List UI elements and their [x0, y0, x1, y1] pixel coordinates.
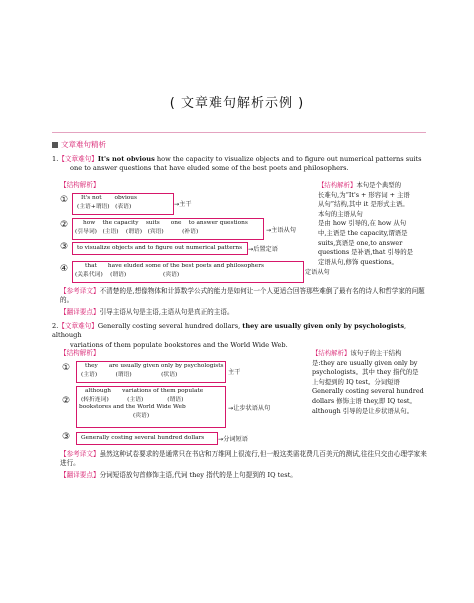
item2-row2-box: although variations of them populate (转折连词) (主语) (谓语) bookstores and the World Wide Web (宾语)	[76, 386, 226, 428]
item1-sentence: 1.【文章难句】It's not obvious how the capacity to visualize objects and to figure out numerical patterns suits one to answer questions that have eluded some of the best poets and philosophers.	[52, 155, 422, 173]
item1-row2-box: how the capacity suits one to answer questions (引导词) (主语) (谓语) (宾语) (补语)	[72, 218, 264, 240]
item1-row3-box: to visualize objects and to figure out numerical patterns	[72, 242, 248, 255]
item2-row1-num: ①	[62, 363, 71, 373]
item2-sentence: 2.【文章难句】Generally costing several hundred dollars, they are usually given only by psychologists, although variations of them populate bookstores and the World Wide Web.	[52, 322, 407, 349]
item2-key-point: 【翻译要点】分词短语放句首修饰主语,代词 they 指代的是上句提到的 IQ test。	[60, 471, 297, 479]
item2-row3-box: Generally costing several hundred dollars	[76, 432, 218, 445]
page-title: ( 文章难句解析示例 )	[169, 96, 305, 111]
item1-structure-tag: 【结构解析】	[60, 181, 100, 189]
item1-row2-num: ②	[60, 220, 69, 230]
item1-row1-num: ①	[60, 195, 69, 205]
divider	[52, 132, 426, 133]
item1-row1-label: →主干	[174, 201, 192, 208]
item1-translation: 【参考译文】不清楚的是,想像物体和计算数学公式的能力是如何让一个人更适合回答那些难倒了最有名的诗人和哲学家的问题的。	[60, 287, 425, 305]
section-title: 文章难句精析	[52, 139, 106, 150]
item1-row2-label: →主语从句	[266, 227, 296, 234]
item2-row2-label: →让步状语从句	[228, 405, 271, 412]
item2-row3-num: ③	[62, 432, 71, 442]
item1-row3-label: →后置定语	[248, 246, 278, 253]
item2-translation: 【参考译文】虽然这种试卷要求的是通常只在书店和万维网上很流行,但一般这类需花费几百美元的测试,往往只交由心理学家来进行。	[60, 450, 427, 468]
item2-side-note: 【结构解析】该句子的主干结构 是:they are usually given only by psychologists。其中 they 指代的是 上句提到的 IQ test。分词短语 Generally costing several hundred dollars 修饰主语 they,即 IQ test。 although 引导的是让步状语从句。	[312, 349, 424, 415]
item2-row1-label: 主干	[228, 369, 241, 376]
item1-side-note: 【结构解析】本句是个典型的 长难句,为“It's + 形容词 + 主语 从句”结构,其中 it 是形式主语。 本句的主语从句 是由 how 引导的,在 how 从句 中,主语是 the capacity,谓语是 suits,宾语是 one,to answer questions 是补语,that 引导的是 定语从句,修饰 questions。	[318, 181, 414, 266]
item2-structure-tag: 【结构解析】	[60, 349, 100, 357]
item1-row4-num: ④	[60, 264, 69, 274]
item1-row3-num: ③	[60, 242, 69, 252]
item2-row3-label: →分词短语	[218, 436, 248, 443]
item1-key-point: 【翻译要点】引导主语从句是主语,主语从句是真正的主语。	[60, 308, 234, 316]
item1-row1-box: It's not obvious (主语+谓语) (表语)	[72, 193, 174, 215]
item2-row2-num: ②	[62, 396, 71, 406]
square-bullet-icon	[52, 142, 58, 148]
item1-row4-label: 定语从句	[305, 269, 330, 276]
item1-row4-box: that have eluded some of the best poets and philosophers (关系代词) (谓语) (宾语)	[72, 261, 304, 283]
item2-row1-box: they are usually given only by psychologists (主语) (谓语) (状语)	[76, 361, 226, 383]
